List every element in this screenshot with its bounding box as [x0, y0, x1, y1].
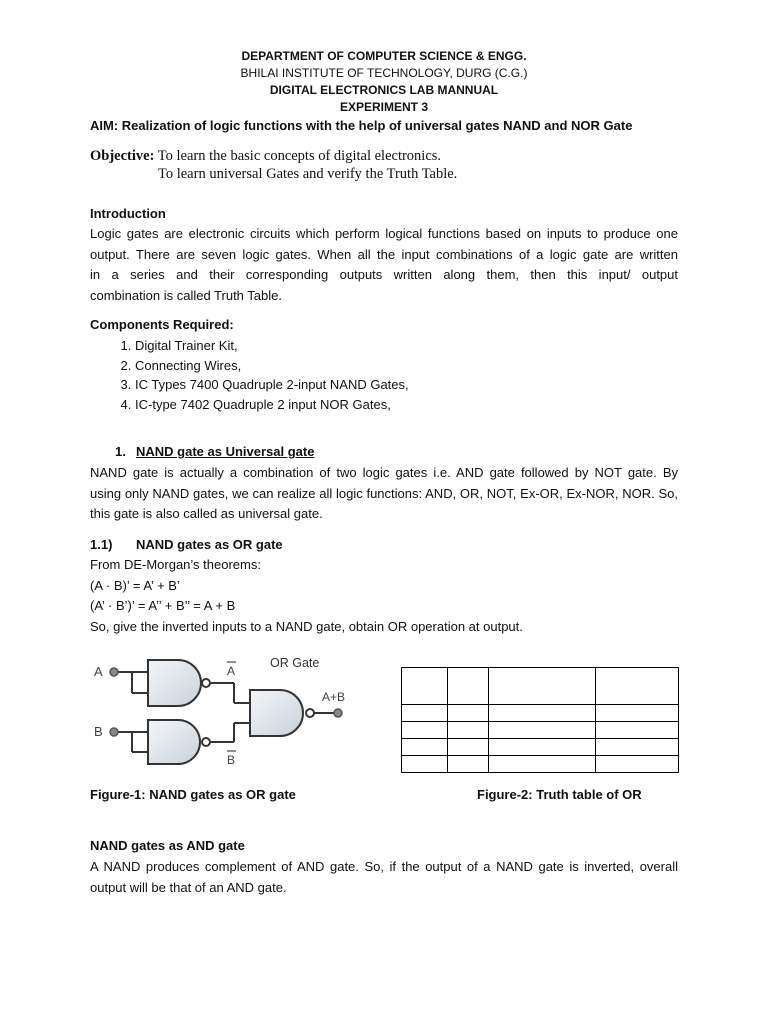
label-b-bar: B — [227, 753, 236, 767]
section1-paragraph — [90, 463, 678, 525]
components-heading: Components Required: — [90, 317, 234, 332]
table-cell — [448, 756, 489, 773]
table-cell — [489, 668, 596, 705]
input-terminal-b — [110, 728, 118, 736]
table-cell — [448, 705, 489, 722]
section1-title: NAND gate as Universal gate — [136, 444, 315, 459]
figure2-caption: Figure-2: Truth table of OR — [477, 787, 642, 802]
and-section-paragraph — [90, 857, 678, 898]
and-line: output will be that of an AND gate. — [90, 879, 287, 895]
section1-line: NAND gate is actually a combination of two logic gates i.e. AND gate followed by NOT gate. By — [90, 465, 678, 480]
label-input-b: B — [94, 724, 103, 739]
and-section-heading: NAND gates as AND gate — [90, 838, 245, 853]
objective-label: Objective: — [90, 148, 155, 164]
and-line: A NAND produces complement of AND gate. So, if the output of a NAND gate is inverted, overall — [90, 859, 678, 874]
nand-gate-bottom — [148, 720, 200, 764]
table-cell — [489, 722, 596, 739]
input-terminal-a — [110, 668, 118, 676]
aim-line: AIM: Realization of logic functions with the help of universal gates NAND and NOR Gate — [90, 118, 633, 133]
or-truth-table — [401, 667, 679, 773]
table-row — [402, 739, 679, 756]
inverter-bubble — [202, 679, 210, 687]
label-output: A+B — [322, 690, 346, 704]
figure1-caption: Figure-1: NAND gates as OR gate — [90, 787, 296, 802]
table-cell — [596, 722, 679, 739]
inverter-bubble — [202, 738, 210, 746]
intro-line: Logic gates are electronic circuits which perform logical functions based on inputs to produce one — [90, 226, 678, 241]
section1-number: 1. — [115, 444, 126, 459]
section1-line: this gate is also called as universal gate. — [90, 506, 323, 522]
objective-line-1 — [90, 148, 441, 165]
label-input-a: A — [94, 664, 103, 679]
section11-line: (A’ · B’)’ = A’’ + B’’ = A + B — [90, 598, 236, 613]
label-a-bar: A — [227, 664, 236, 678]
section11-number: 1.1) — [90, 537, 113, 552]
table-row — [402, 705, 679, 722]
table-cell — [489, 739, 596, 756]
department-heading: DEPARTMENT OF COMPUTER SCIENCE & ENGG. — [241, 49, 527, 63]
nand-gate-top — [148, 660, 201, 706]
intro-line: combination is called Truth Table. — [90, 288, 282, 304]
table-cell — [448, 739, 489, 756]
table-cell — [402, 756, 448, 773]
section11-line: So, give the inverted inputs to a NAND gate, obtain OR operation at output. — [90, 619, 523, 634]
introduction-heading: Introduction — [90, 206, 166, 221]
output-terminal — [334, 709, 342, 717]
table-row — [402, 668, 679, 705]
section1-line: using only NAND gates, we can realize all logic functions: AND, OR, NOT, Ex-OR, Ex-NOR, NOR. So, — [90, 485, 678, 501]
table-cell — [596, 756, 679, 773]
experiment-heading: EXPERIMENT 3 — [339, 100, 429, 114]
inverter-bubble — [306, 709, 314, 717]
section11-title: NAND gates as OR gate — [136, 537, 283, 552]
introduction-paragraph — [90, 224, 678, 307]
section11-line: (A · B)’ = A’ + B’ — [90, 578, 180, 593]
institute-heading: BHILAI INSTITUTE OF TECHNOLOGY, DURG (C.G.) — [240, 66, 528, 80]
objective-text-1: To learn the basic concepts of digital electronics. — [157, 148, 442, 164]
manual-heading: DIGITAL ELECTRONICS LAB MANNUAL — [269, 83, 499, 97]
section11-line: From DE-Morgan’s theorems: — [90, 557, 261, 572]
table-cell — [402, 739, 448, 756]
table-row — [402, 722, 679, 739]
nand-or-circuit-diagram — [88, 648, 378, 776]
table-cell — [489, 705, 596, 722]
intro-line: in a series and their corresponding outputs written along them, then this input/ output — [90, 267, 678, 283]
intro-line: output. There are seven logic gates. When all the input combinations of a logic gate are written — [90, 246, 678, 262]
table-cell — [596, 739, 679, 756]
table-cell — [596, 668, 679, 705]
objective-text-2: To learn universal Gates and verify the Truth Table. — [158, 166, 458, 182]
table-cell — [448, 722, 489, 739]
component-item: 1. Digital Trainer Kit, — [135, 336, 409, 356]
table-cell — [402, 705, 448, 722]
components-list — [110, 336, 409, 414]
nand-gate-output — [250, 690, 303, 736]
component-item: 4. IC-type 7402 Quadruple 2 input NOR Gates, — [135, 395, 409, 415]
component-item: 2. Connecting Wires, — [135, 356, 409, 376]
label-or-gate: OR Gate — [270, 656, 320, 670]
table-cell — [402, 722, 448, 739]
table-cell — [596, 705, 679, 722]
table-cell — [489, 756, 596, 773]
component-item: 3. IC Types 7400 Quadruple 2-input NAND Gates, — [135, 375, 409, 395]
table-cell — [448, 668, 489, 705]
table-row — [402, 756, 679, 773]
table-cell — [402, 668, 448, 705]
